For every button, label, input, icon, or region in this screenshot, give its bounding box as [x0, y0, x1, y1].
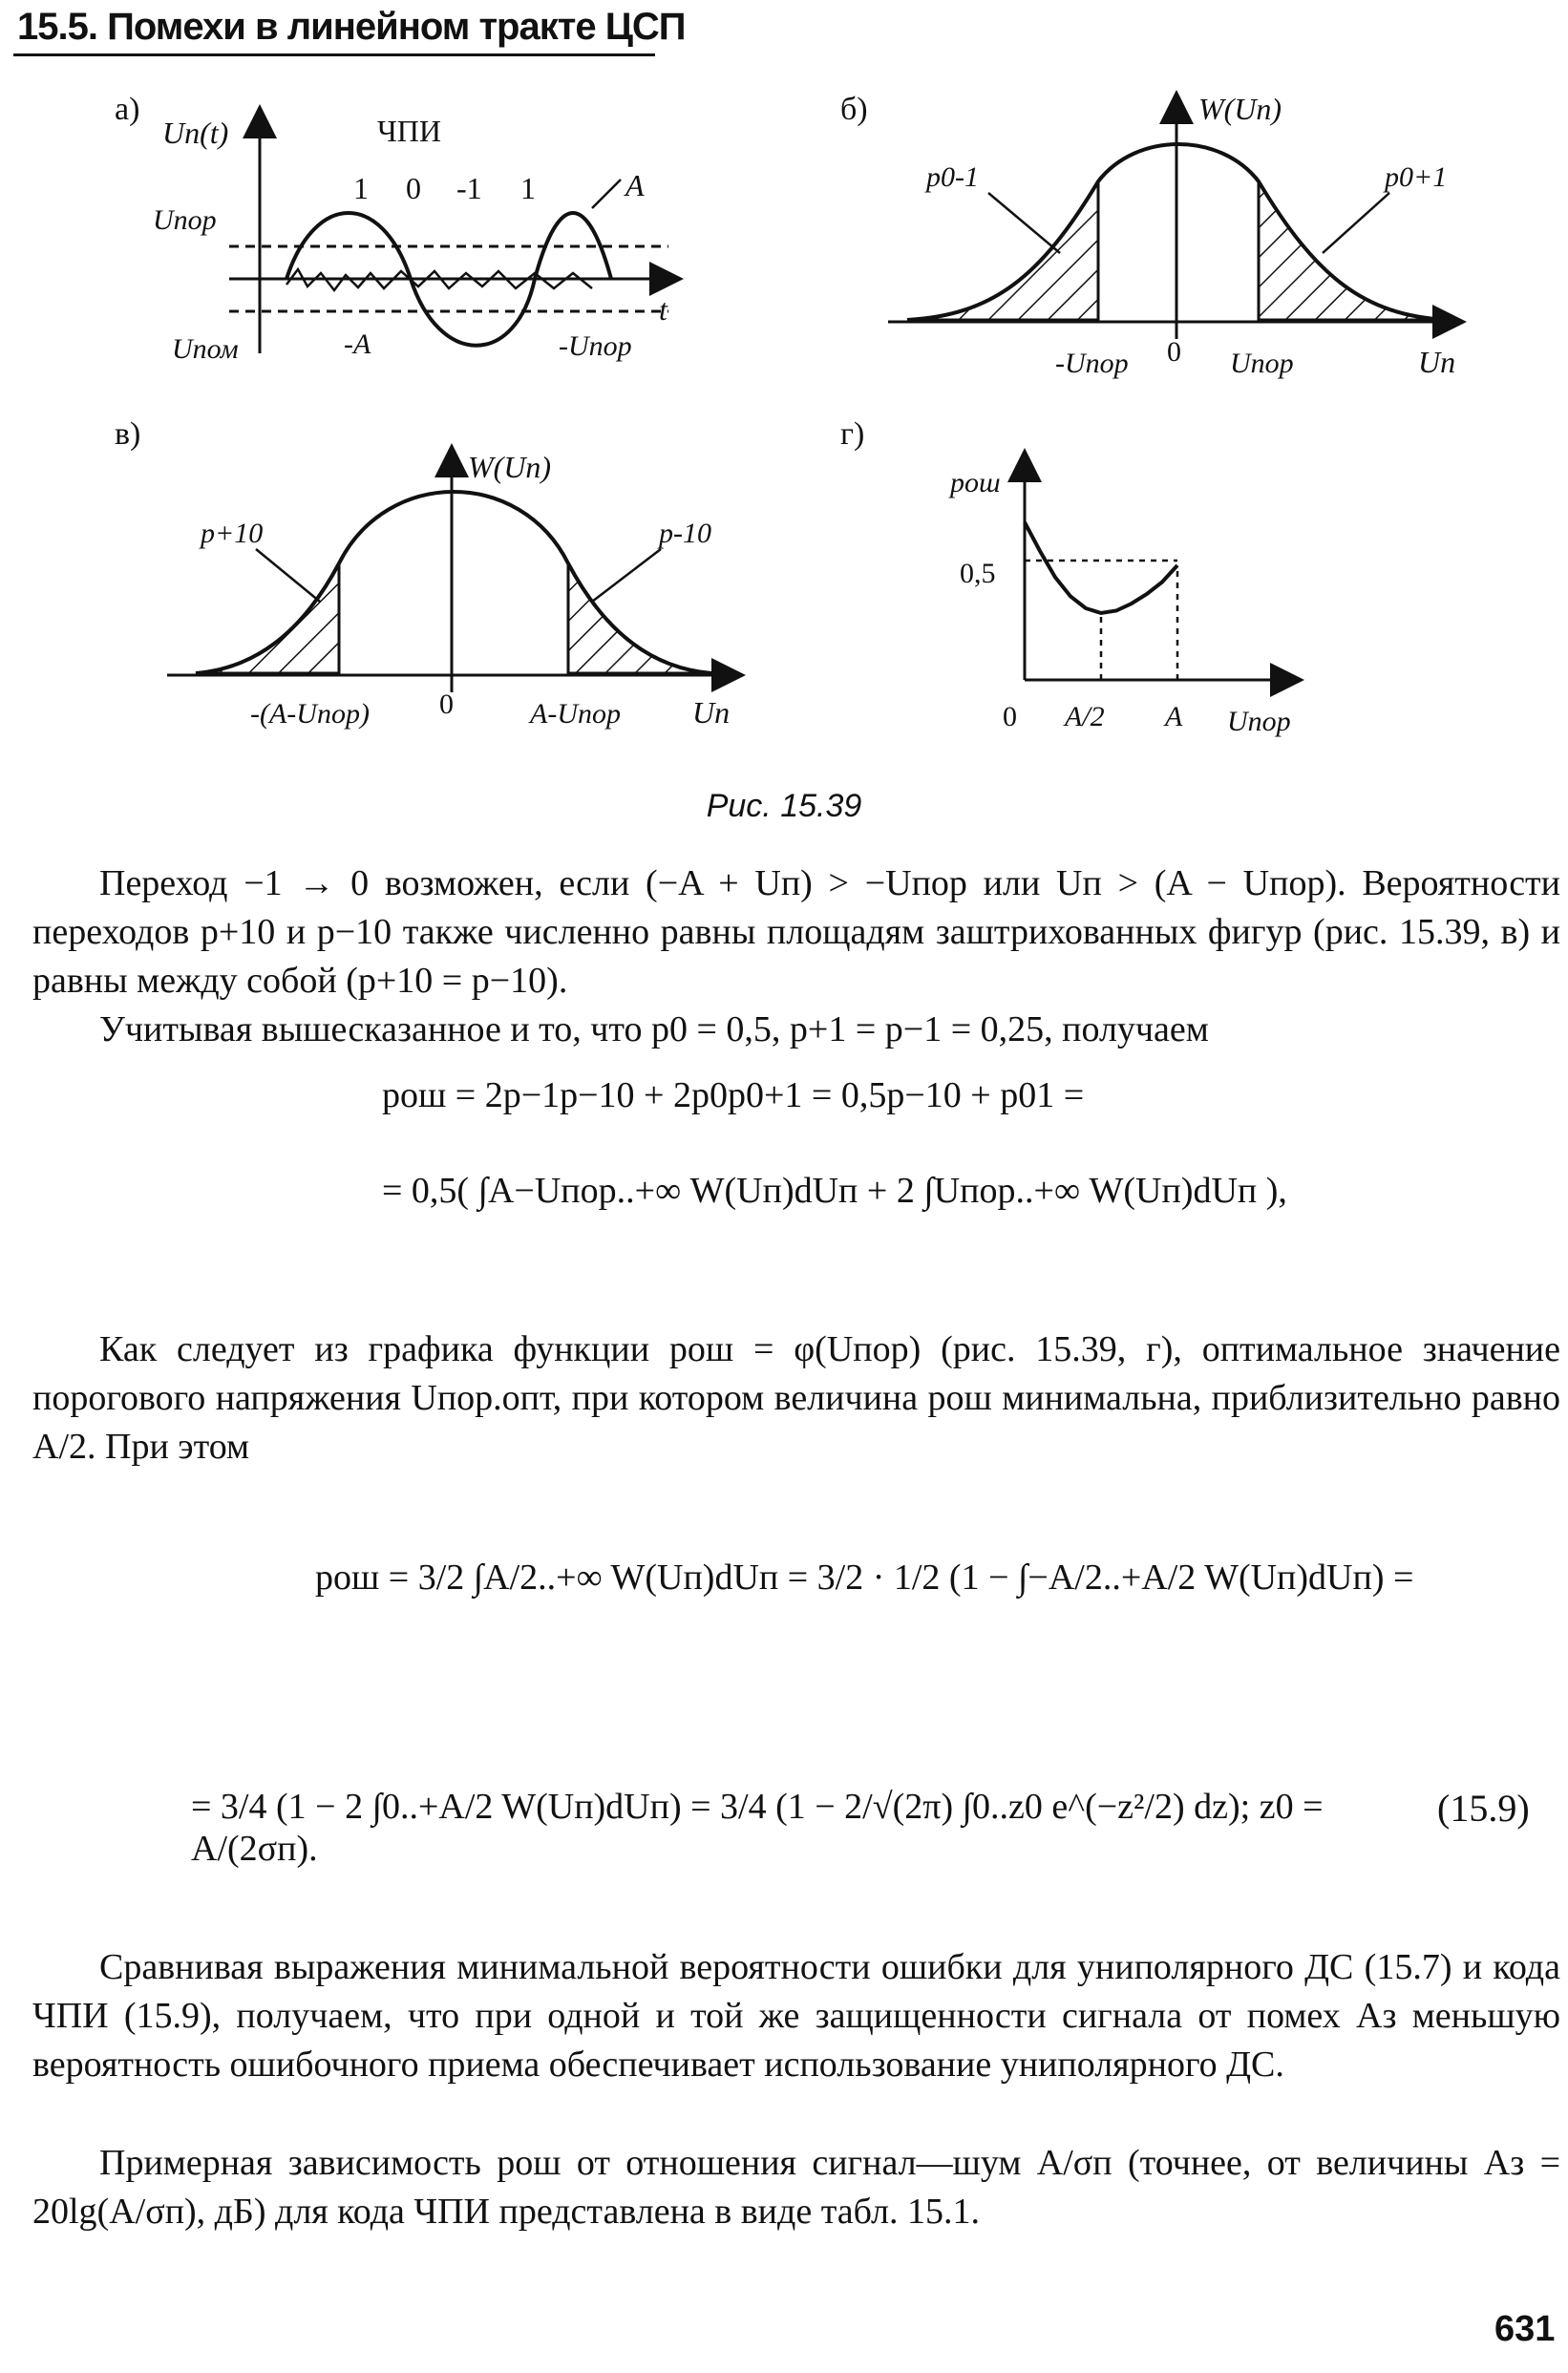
panel-a-noise-label: Uпом — [172, 333, 239, 365]
panel-v-ylabel: W(Uп) — [468, 450, 552, 484]
panel-g-ylabel: pош — [950, 467, 1001, 498]
equation-2b: = 3/4 (1 − 2 ∫0..+A/2 W(Uп)dUп) = 3/4 (1 − 2/√(2π) ∫0..z0 e^(−z²/2) dz); z0 = A/(2σп). — [191, 1787, 1324, 1869]
panel-v-label: в) — [115, 416, 141, 452]
panel-a-xlabel: t — [659, 292, 667, 327]
panel-v-tick-neg: -(A-Uпор) — [250, 698, 370, 730]
panel-b-ylabel: W(Uп) — [1198, 92, 1282, 126]
panel-g-y-tick: 0,5 — [960, 558, 996, 589]
panel-a-thr-label: Uпор — [153, 204, 217, 236]
panel-a-neg-amp: -A — [344, 328, 371, 360]
paragraph-5: Примерная зависимость pош от отношения сигнал—шум A/σп (точнее, от величины Aз = 20lg(A/σп), дБ) для кода ЧПИ представлена в виде табл. 15.1. — [32, 2143, 1560, 2232]
panel-v-tick-pos: A-Uпор — [530, 698, 621, 730]
panel-a-neg-thr: -Uпор — [559, 330, 632, 362]
panel-b-tick-pos: Uпор — [1230, 348, 1294, 379]
panel-v-tick-zero: 0 — [439, 689, 454, 720]
panel-g-x-tick-0: 0 — [1003, 701, 1017, 732]
panel-v-xlabel: Uп — [692, 695, 731, 730]
panel-b-xlabel: Uп — [1418, 345, 1456, 379]
panel-v-right-area: p-10 — [659, 518, 711, 549]
panel-v — [115, 416, 740, 730]
panel-g-curve — [1025, 522, 1177, 613]
panel-a-label: а) — [115, 92, 140, 127]
equation-number: (15.9) — [1437, 1787, 1530, 1830]
equation-1b: = 0,5( ∫A−Uпор..+∞ W(Uп)dUп + 2 ∫Uпор..+∞ W(Uп)dUп ), — [382, 1171, 1287, 1211]
equation-1a: pош = 2p−1p−10 + 2p0p0+1 = 0,5p−10 + p01 = — [382, 1075, 1085, 1115]
paragraph-4: Сравнивая выражения минимальной вероятности ошибки для униполярного ДС (15.7) и кода ЧПИ (15.9), получаем, что при одной и той же защищенности сигнала от помех Aз меньшую вероятность ошибочного приема обеспечивает использование униполярного ДС. — [32, 1947, 1560, 2085]
panel-a-bit-4: 1 — [520, 171, 536, 205]
panel-a-bit-1: 1 — [353, 171, 369, 205]
panel-a-bit-3: -1 — [456, 171, 482, 205]
panel-v-left-area: p+10 — [201, 518, 264, 549]
panel-b-right-area: p0+1 — [1385, 161, 1448, 193]
panel-g — [840, 416, 1299, 737]
panel-a-bit-2: 0 — [406, 171, 421, 205]
paragraph-2: Учитывая вышесказанное и то, что p0 = 0,5, p+1 = p−1 = 0,25, получаем — [99, 1009, 1209, 1049]
figure-15-39 — [0, 0, 1568, 840]
panel-g-x-tick-A: A — [1165, 701, 1183, 732]
panel-b-left-area: p0-1 — [926, 161, 979, 193]
panel-g-x-tick-half: A/2 — [1065, 701, 1105, 732]
panel-b — [840, 92, 1461, 379]
paragraph-1: Переход −1 → 0 возможен, если (−A + Uп) > −Uпор или Uп > (A − Uпор). Вероятности переходов p+10 и p−10 также численно равны площадям заштрихованных фигур (рис. 15.39, в) и равны между собой (p+10 = p−10). — [32, 863, 1560, 1001]
panel-g-xlabel: Uпор — [1227, 706, 1291, 737]
panel-b-tick-zero: 0 — [1167, 336, 1181, 368]
panel-g-label: г) — [840, 416, 865, 452]
paragraph-3: Как следует из графика функции pош = φ(Uпор) (рис. 15.39, г), оптимальное значение порогового напряжения Uпор.опт, при котором величина pош минимальна, приблизительно равно A/2. При этом — [32, 1329, 1560, 1467]
panel-a-amp-label: A — [625, 168, 645, 202]
panel-b-label: б) — [840, 92, 868, 127]
panel-a — [115, 92, 678, 365]
running-header: 15.5. Помехи в линейном тракте ЦСП — [17, 6, 686, 48]
page-number: 631 — [1494, 2309, 1556, 2349]
panel-b-tick-neg: -Uпор — [1055, 348, 1129, 379]
figure-caption: Рис. 15.39 — [706, 788, 862, 824]
panel-a-ylabel: Uп(t) — [162, 116, 229, 150]
equation-2a: pош = 3/2 ∫A/2..+∞ W(Uп)dUп = 3/2 · 1/2 (1 − ∫−A/2..+A/2 W(Uп)dUп) = — [315, 1557, 1414, 1598]
panel-a-code: ЧПИ — [377, 114, 442, 148]
